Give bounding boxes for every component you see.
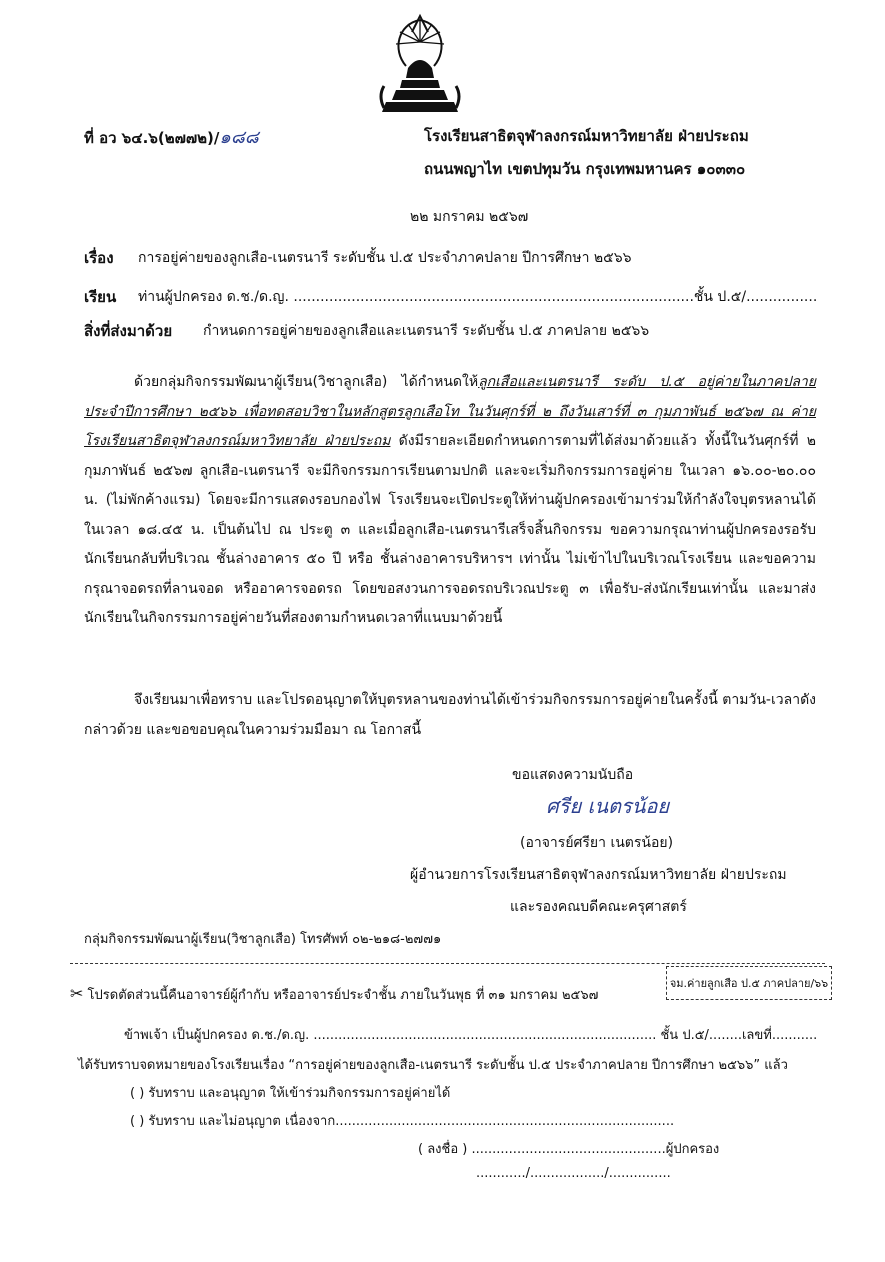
reply-date-line[interactable]: ............/................../...............: [476, 1166, 671, 1181]
reply-parent-line[interactable]: ข้าพเจ้า เป็นผู้ปกครอง ด.ช./ด.ญ. ................................................................................... ชั้น ป.๕/........เลขที่...........: [124, 1028, 818, 1043]
letter-date: ๒๒ มกราคม ๒๕๖๗: [410, 209, 529, 225]
signer-name: (อาจารย์ศรียา เนตรน้อย): [520, 835, 674, 851]
body-paragraph-2: จึงเรียนมาเพื่อทราบ และโปรดอนุญาตให้บุตรหลานของท่านได้เข้าร่วมกิจกรรมการอยู่ค่ายในครั้งนี้ ตามวัน-เวลาดังกล่าวด้วย และขอขอบคุณในความร่วมมือมา ณ โอกาสนี้: [84, 692, 816, 738]
document-number: ที่ อว ๖๔.๖(๒๗๗๒)/๑๘๘: [84, 127, 259, 148]
body-details: ดังมีรายละเอียดกำหนดการตามที่ได้ส่งมาด้วยแล้ว ทั้งนี้ในวันศุกร์ที่ ๒ กุมภาพันธ์ ๒๕๖๗ ลูกเสือ-เนตรนารี จะมีกิจกรรมการเรียนตามปกติ และจะเริ่มกิจกรรมการอยู่ค่าย ในเวลา ๑๖.๐๐-๒๐.๐๐ น. (ไม่พักค้างแรม) โดยจะมีการแสดงรอบกองไฟ โรงเรียนจะเปิดประตูให้ท่านผู้ปกครองเข้ามาร่วมให้กำลังใจบุตรหลานได้ ในเวลา ๑๘.๔๕ น. เป็นต้นไป ณ ประตู ๓ และเมื่อลูกเสือ-เนตรนารีเสร็จสิ้นกิจกรรม ขอความกรุณาท่านผู้ปกครองรอรับนักเรียนกลับที่บริเวณ ชั้นล่างอาคาร ๕๐ ปี หรือ ชั้นล่างอาคารบริหารฯ เท่านั้น ไม่เข้าไปในบริเวณโรงเรียน และขอความกรุณาจอดรถที่ลานจอด หรืออาคารจอดรถ โดยขอสงวนการจอดรถบริเวณประตู ๓ เพื่อรับ-ส่งนักเรียนเท่านั้น และมาส่งนักเรียนในกิจกรรมการอยู่ค่ายวันที่สองตามกำหนดเวลาที่แนบมาด้วยนี้: [84, 433, 816, 626]
enclosure-label: สิ่งที่ส่งมาด้วย: [84, 322, 173, 340]
reply-acknowledge-line: ได้รับทราบจดหมายของโรงเรียนเรื่อง “การอยู่ค่ายของลูกเสือ-เนตรนารี ระดับชั้น ป.๕ ประจำภาคปลาย ปีการศึกษา ๒๕๖๖” แล้ว: [78, 1058, 788, 1073]
cut-line: [70, 963, 825, 964]
signature: ศรีย เนตรน้อย: [546, 794, 670, 818]
parent-signature-line[interactable]: ( ลงชื่อ ) ...............................................ผู้ปกครอง: [418, 1142, 720, 1157]
school-emblem-icon: [378, 12, 462, 118]
signer-title-2: และรองคณบดีคณะครุศาสตร์: [510, 899, 687, 915]
body-paragraph-1: [84, 368, 816, 634]
school-name: โรงเรียนสาธิตจุฬาลงกรณ์มหาวิทยาลัย ฝ่ายประถม: [424, 127, 749, 145]
option-deny[interactable]: ( ) รับทราบ และไม่อนุญาต เนื่องจาก..................................................................................: [130, 1114, 675, 1129]
enclosure-text: กำหนดการอยู่ค่ายของลูกเสือและเนตรนารี ระดับชั้น ป.๕ ภาคปลาย ๒๕๖๖: [203, 323, 650, 339]
body-emphasis: ลูกเสือและเนตรนารี ระดับ ป.๕ อยู่ค่ายในภาคปลาย ประจำปีการศึกษา ๒๕๖๖ เพื่อทดสอบวิชาในหลักสูตรลูกเสือโท ในวันศุกร์ที่ ๒ ถึงวันเสาร์ที่ ๓ กุมภาพันธ์ ๒๕๖๗ ณ ค่ายโรงเรียนสาธิตจุฬาลงกรณ์มหาวิทยาลัย ฝ่ายประถม: [84, 374, 816, 449]
option-allow[interactable]: ( ) รับทราบ และอนุญาต ให้เข้าร่วมกิจกรรมการอยู่ค่ายได้: [130, 1086, 451, 1101]
school-address: ถนนพญาไท เขตปทุมวัน กรุงเทพมหานคร ๑๐๓๓๐: [424, 160, 746, 178]
to-text: ท่านผู้ปกครอง ด.ช./ด.ญ. ..........................................................................................ชั้น ป.๕/................: [138, 289, 818, 305]
closing-regards: ขอแสดงความนับถือ: [512, 767, 634, 783]
to-label: เรียน: [84, 288, 117, 306]
subject-text: การอยู่ค่ายของลูกเสือ-เนตรนารี ระดับชั้น ป.๕ ประจำภาคปลาย ปีการศึกษา ๒๕๖๖: [138, 250, 632, 266]
signer-title-1: ผู้อำนวยการโรงเรียนสาธิตจุฬาลงกรณ์มหาวิทยาลัย ฝ่ายประถม: [410, 867, 787, 883]
form-code-box: จม.ค่ายลูกเสือ ป.๕ ภาคปลาย/๖๖: [666, 966, 832, 1000]
contact-phone: กลุ่มกิจกรรมพัฒนาผู้เรียน(วิชาลูกเสือ) โทรศัพท์ ๐๒-๒๑๘-๒๗๗๑: [84, 932, 442, 947]
scissors-icon: ✂: [70, 984, 84, 1003]
subject-label: เรื่อง: [84, 249, 114, 267]
reply-instruction: ✂ โปรดตัดส่วนนี้คืนอาจารย์ผู้กำกับ หรืออาจารย์ประจำชั้น ภายในวันพุธ ที่ ๓๑ มกราคม ๒๕๖๗: [70, 984, 599, 1003]
body-intro: ด้วยกลุ่มกิจกรรมพัฒนาผู้เรียน(วิชาลูกเสือ) ได้กำหนดให้: [134, 374, 479, 390]
